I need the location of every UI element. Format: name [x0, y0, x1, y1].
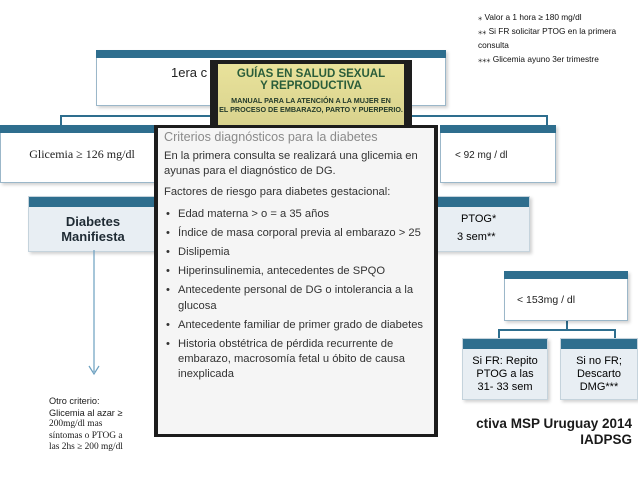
cover-sub-1: MANUAL PARA LA ATENCIÓN A LA MUJER EN: [231, 96, 391, 105]
risk-factor-item: • Índice de masa corporal previa al embarazo > 25: [164, 226, 430, 241]
diabetes-label-2: Manifiesta: [61, 229, 125, 244]
source-title: [476, 416, 632, 448]
ptog-label: PTOG*: [461, 213, 497, 225]
criteria-heading: Criterios diagnósticos para la diabetes: [164, 130, 378, 144]
diabetes-label-1: Diabetes: [65, 214, 121, 229]
footnotes: [478, 10, 636, 66]
risk-factor-item: • Dislipemia: [164, 245, 430, 260]
source-line-2: IADPSG: [580, 432, 632, 447]
risk-factor-item: • Historia obstétrica de pérdida recurrente de embarazo, macrosomía fetal u óbito de causa inexplicada: [164, 337, 430, 383]
repito-line-1: Si FR: Repito: [472, 354, 538, 367]
criteria-factors-title: Factores de riesgo para diabetes gestacional:: [164, 186, 391, 199]
first-consult-label: 1era c: [171, 65, 208, 80]
glicemia-box: [0, 125, 164, 183]
glicemia-label: Glicemia ≥ 126 mg/dl: [29, 146, 135, 161]
footnote-4: ⁎⁎⁎ Glicemia ayuno 3er trimestre: [478, 54, 599, 64]
risk-factor-item: • Edad materna > o = a 35 años: [164, 207, 430, 222]
repito-line-2: PTOG a las: [476, 367, 534, 380]
guide-cover-image: [210, 60, 412, 132]
lt153-box: [504, 271, 628, 321]
lt92-box: [440, 125, 556, 183]
lt92-label: < 92 mg / dl: [455, 150, 508, 161]
descarto-line-3: DMG***: [579, 380, 619, 393]
risk-factor-item: • Hiperinsulinemia, antecedentes de SPQO: [164, 264, 430, 279]
repito-box: [462, 338, 548, 400]
lt92-tab: [440, 125, 556, 133]
other-criteria-text: [49, 396, 159, 454]
lt153-label: < 153mg / dl: [517, 294, 576, 306]
source-line-1: ctiva MSP Uruguay 2014: [476, 416, 632, 431]
footnote-3: consulta: [478, 40, 509, 50]
risk-factor-item: • Antecedente familiar de primer grado de diabetes: [164, 318, 430, 333]
other-line-5: las 2hs ≥ 200 mg/dl: [49, 442, 123, 453]
ptog-sem-label: 3 sem**: [457, 231, 496, 243]
cover-title-2: Y REPRODUCTIVA: [260, 80, 362, 92]
cover-title-1: GUÍAS EN SALUD SEXUAL: [236, 68, 386, 80]
footnote-2: ⁎⁎ Si FR solicitar PTOG en la primera: [478, 26, 617, 36]
lt153-tab: [504, 271, 628, 279]
other-line-3: 200mg/dl mas: [49, 419, 103, 430]
descarto-line-2: Descarto: [576, 367, 622, 380]
down-arrow-icon: [86, 250, 102, 380]
other-line-4: síntomas o PTOG a: [49, 430, 123, 441]
repito-line-3: 31- 33 sem: [477, 380, 533, 393]
cover-sub-2: EL PROCESO DE EMBARAZO, PARTO Y PUERPERIO.: [219, 105, 403, 114]
first-consult-tab: [96, 50, 446, 58]
risk-factor-list: [164, 207, 430, 383]
other-line-1: Otro criterio:: [49, 396, 100, 406]
connector-bottom-bar: [498, 329, 616, 331]
risk-factor-item: • Antecedente personal de DG o intolerancia a la glucosa: [164, 283, 430, 313]
descarto-line-1: Si no FR;: [576, 354, 622, 367]
footnote-1: ⁎ Valor a 1 hora ≥ 180 mg/dl: [478, 12, 582, 22]
descarto-box: [560, 338, 638, 400]
criteria-intro: En la primera consulta se realizará una glicemia en ayunas para el diagnóstico de DG.: [164, 150, 418, 178]
criteria-page-image: [154, 125, 438, 437]
diabetes-manifiesta-box: [28, 196, 158, 252]
other-line-2: Glicemia al azar ≥: [49, 407, 123, 418]
